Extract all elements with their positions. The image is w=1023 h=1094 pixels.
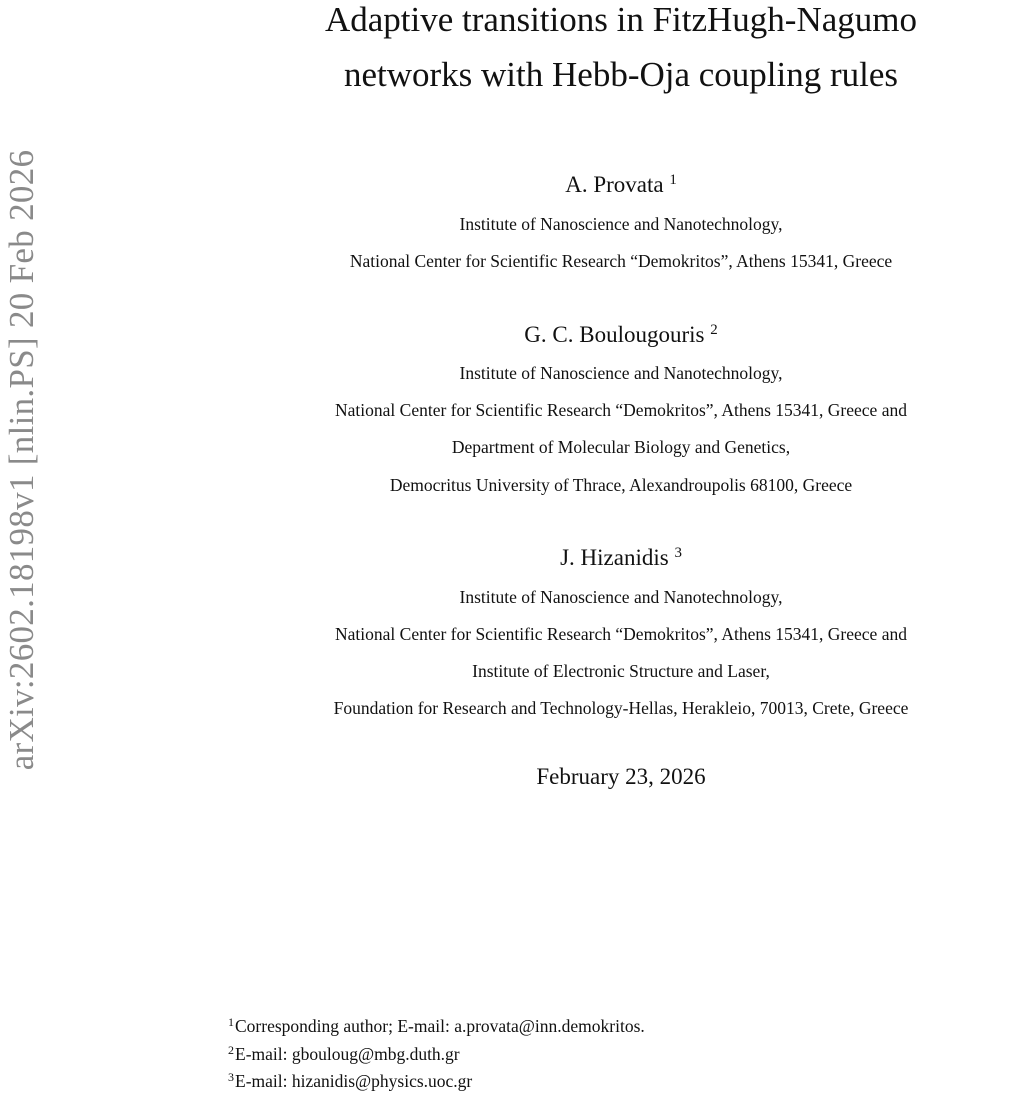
affiliation-line: Institute of Nanoscience and Nanotechnology, <box>459 587 783 607</box>
author-1-name: A. Provata <box>565 172 664 197</box>
footnote <box>228 1013 645 1039</box>
footnote-text: Corresponding author; E-mail: a.provata@inn.demokritos. <box>235 1016 645 1036</box>
affiliation-line: Department of Molecular Biology and Genetics, <box>451 437 791 457</box>
author-1-mark: 1 <box>669 171 677 188</box>
title-line-1: Adaptive transitions in FitzHugh-Nagumo <box>324 0 917 39</box>
affiliation-line: Institute of Electronic Structure and Laser, <box>472 661 770 681</box>
affiliation-line: Institute of Nanoscience and Nanotechnology, <box>459 363 783 383</box>
affiliation-line: Foundation for Research and Technology-Hellas, Herakleio, 70013, Crete, Greece <box>333 698 909 718</box>
title-line-2: networks with Hebb-Oja coupling rules <box>343 55 899 94</box>
footnote <box>228 1068 472 1094</box>
footnote-text: E-mail: hizanidis@physics.uoc.gr <box>235 1071 473 1091</box>
footnote-text: E-mail: gbouloug@mbg.duth.gr <box>235 1044 460 1064</box>
footnote-mark: 3 <box>228 1070 234 1084</box>
footnote-mark: 2 <box>228 1043 234 1057</box>
affiliation-line: National Center for Scientific Research “Demokritos”, Athens 15341, Greece <box>349 251 893 271</box>
date: February 23, 2026 <box>536 764 706 789</box>
author-2-mark: 2 <box>710 321 718 338</box>
footnote <box>228 1041 460 1067</box>
affiliation-line: National Center for Scientific Research “Demokritos”, Athens 15341, Greece and <box>335 624 907 644</box>
author-name <box>0 170 1023 200</box>
footnote-mark: 1 <box>228 1015 234 1029</box>
arxiv-stamp: arXiv:2602.18198v1 [nlin.PS] 20 Feb 2026 <box>2 149 41 771</box>
author-3-mark: 3 <box>674 544 682 561</box>
author-name <box>0 543 1023 573</box>
affiliation-line: National Center for Scientific Research “Demokritos”, Athens 15341, Greece and <box>335 400 907 420</box>
author-name <box>0 320 1023 350</box>
author-2-name: G. C. Boulougouris <box>524 322 705 347</box>
affiliation-line: Institute of Nanoscience and Nanotechnology, <box>459 214 783 234</box>
author-3-name: J. Hizanidis <box>560 545 669 570</box>
affiliation-line: Democritus University of Thrace, Alexandroupolis 68100, Greece <box>389 475 853 495</box>
